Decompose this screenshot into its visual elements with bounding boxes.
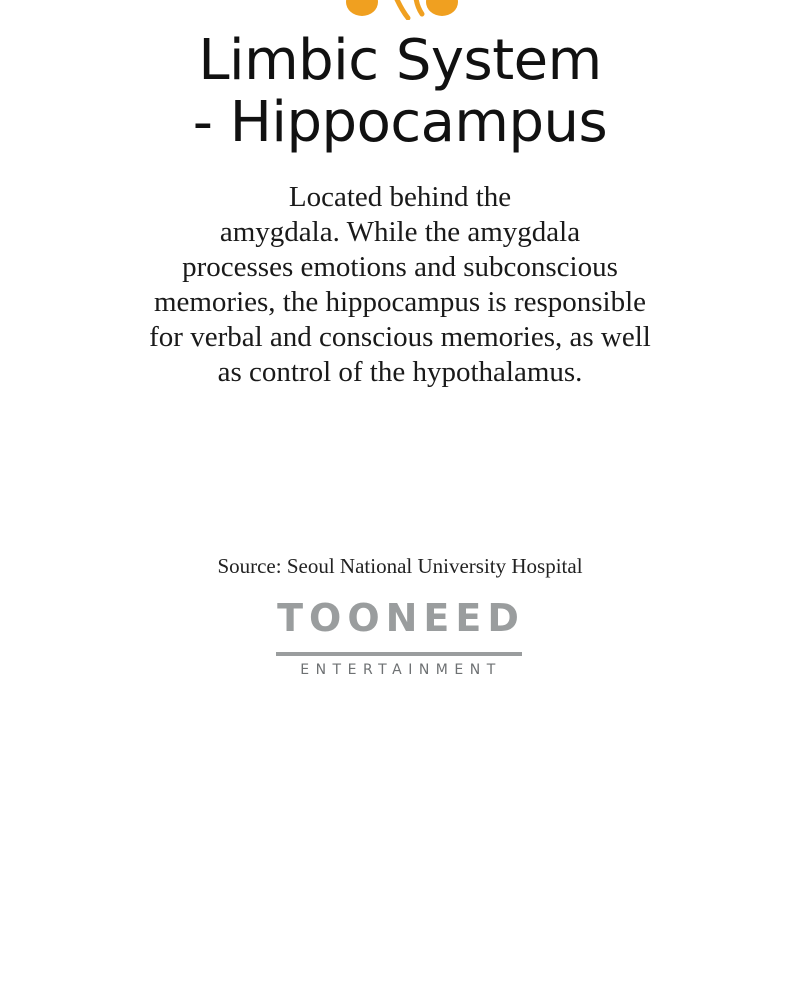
description-line: as control of the hypothalamus.: [217, 356, 583, 388]
title-line-1: Limbic System: [198, 28, 602, 93]
logo-divider: [276, 652, 522, 656]
source-credit: Source: Seoul National University Hospital: [217, 554, 583, 578]
description: [120, 180, 680, 390]
description-line: Located behind the: [288, 181, 512, 213]
description-line: processes emotions and subconscious: [182, 251, 618, 283]
description-line: amygdala. While the amygdala: [219, 216, 581, 248]
title-line-2: - Hippocampus: [192, 90, 608, 155]
page-title: [0, 30, 800, 154]
tooneed-logo: [256, 598, 546, 688]
description-line: for verbal and conscious memories, as well: [149, 321, 651, 353]
logo-wordmark: TOONEED: [277, 596, 525, 640]
orange-ornament-icon: [330, 0, 470, 20]
logo-subtitle: ENTERTAINMENT: [300, 662, 502, 678]
description-line: memories, the hippocampus is responsible: [153, 286, 647, 318]
